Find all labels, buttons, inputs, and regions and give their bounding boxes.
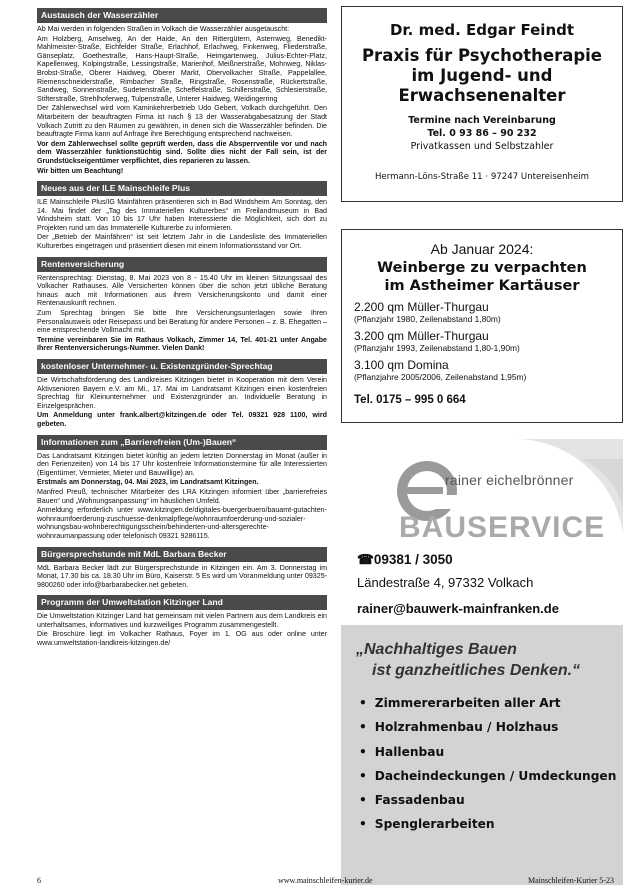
service-item: • Dacheindeckungen / Umdeckungen (359, 768, 617, 783)
section-heading: Austausch der Wasserzähler (37, 8, 327, 23)
news-section (37, 435, 327, 541)
section-paragraph: Manfred Preuß, technischer Mitarbeiter des LRA Kitzingen informiert über „barrierefreies Bauen“ und „Wohnungsanpassung“ im häuslichen Umfeld. (37, 487, 327, 505)
ad-vineyard-intro: Ab Januar 2024: (430, 241, 534, 257)
section-heading: kostenloser Unternehmer- u. Existenzgründer-Sprechtag (37, 359, 327, 374)
ad-appointment: Termine nach Vereinbarung (408, 115, 556, 126)
news-section (37, 8, 327, 175)
section-heading: Bürgersprechstunde mit MdL Barbara Becker (37, 547, 327, 562)
bauservice-quote: „Nachhaltiges Bauen ist ganzheitliches Denken.“ (356, 641, 581, 679)
section-paragraph: Die Wirtschaftsförderung des Landkreises Kitzingen bietet in Kooperation mit dem Verein Aktivsenioren Bayern e.V. am Mi., 17. Mai im Landratsamt Kitzingen einen kostenfreien Sprechtag für Kleinunternehmer und Existenzgründer an. Individuelle Beratung in Einzelgesprächen. (37, 376, 327, 410)
section-paragraph: MdL Barbara Becker lädt zur Bürgersprechstunde in Kitzingen ein. Am 3. Donnerstag im Monat, 17.30 bis ca. 18.30 Uhr im Büro, Kaiserstr. 5 Es wird um Voranmeldung unter 09325-9800260 oder info@barbarabecker.net gebeten. (37, 563, 327, 589)
section-paragraph: Erstmals am Donnerstag, 04. Mai 2023, im Landratsamt Kitzingen. (37, 478, 259, 487)
section-paragraph: Der „Betrieb der Mainfähren“ ist seit letztem Jahr in die Landesliste des Immateriellen Kulturerbes eingetragen und präsentiert diesen mit einem Informationsstand vor Ort. (37, 233, 327, 251)
section-paragraph: Der Zählerwechsel wird vom Kaminkehrerbetrieb Udo Gebert, Volkach durchgeführt. Den Mitarbeitern der beauftragten Firma ist nach § 13 der Wasserabgabesatzung der Stadt Volkach Zutritt zu den Räumen zu gewähren, in denen sich die Wasserzähler befinden. Die beauftragte Firma kann auf Anfrage ihre Berechtigung entsprechend nachweisen. (37, 104, 327, 139)
bauservice-logo-word: BAUSERVICE (399, 511, 606, 544)
bauservice-logo-name: rainer eichelbrönner (445, 472, 574, 488)
bauservice-email: rainer@bauwerk-mainfranken.de (357, 601, 559, 616)
section-paragraph: Am Holzberg, Amselweg, An der Haide, An den Rittergütern, Asternweg, Benedikt-Mahlmeister-Straße, Eichfelder Straße, Erlachhof, Erlachweg, Finkenweg, Fliederstraße, Gänseplatz, Goethestraße, Hans-Haupt-Straße, Heimgartenweg, Julius-Echter-Platz, Kapellenweg, Kolpingstraße, Lessingstraße, Marienhof, Meißnerstraße, Mohnweg, Niklas-Brobst-Straße, Oberer Haidweg, Oberer Markt, Obervolkacher Straße, Pappelallee, Riemenschneiderstraße, Rimbacher Straße, Ringstraße, Rosenstraße, Rückertstraße, Sandweg, Sonnenstraße, Sudetenstraße, Scheffelstraße, Schillerstraße, Schlesierstraße, Stifterstraße, Strehlhoferweg, Tulpenstraße, Unterer Haidweg, Weidingerring (37, 34, 327, 103)
ad-vineyard-phone: Tel. 0175 – 995 0 664 (354, 394, 466, 406)
news-section (37, 359, 327, 429)
footer-issue: Mainschleifen-Kurier 5-23 (528, 876, 614, 885)
section-heading: Informationen zum „Barrierefreien (Um-)Bauen“ (37, 435, 327, 450)
section-paragraph: Rentensprechtag: Dienstag, 8. Mai 2023 von 8 - 15.40 Uhr im kleinen Sitzungssaal des Volkacher Rathauses. Alle Versicherten können über die schon jetzt übliche Beratung hinaus auch mit Informationen aus ihrem Versicherungskonto und damit einer Rentenauskunft rechnen. (37, 273, 327, 308)
ad-psychotherapy (341, 6, 623, 202)
service-item: • Hallenbau (359, 744, 445, 759)
ad-practice-title: Praxis für Psychotherapie im Jugend- und Erwachsenenalter (361, 46, 603, 105)
bauservice-services-panel (341, 625, 623, 885)
footer-url: www.mainschleifen-kurier.de (278, 876, 373, 885)
news-section (37, 181, 327, 251)
section-paragraph: Die Broschüre liegt im Volkacher Rathaus, Foyer im 1. OG aus oder online unter www.umweltstation-landkreis-kitzingen.de/ (37, 630, 327, 648)
news-section (37, 257, 327, 353)
ad-bauservice (341, 439, 623, 885)
ad-vineyard-headline: Weinberge zu verpachten im Astheimer Kartäuser (377, 260, 587, 294)
news-section (37, 595, 327, 647)
bauservice-services-list (359, 691, 616, 837)
phone-icon: ☎ (357, 552, 374, 567)
section-paragraph: Die Umweltstation Kitzinger Land hat gemeinsam mit vielen Partnern aus dem Landkreis ein unterhaltsames, informatives und kurzweiliges Programm zusammengestellt. (37, 612, 327, 629)
section-paragraph: ILE Mainschleife Plus/IG Mainfähren präsentieren sich in Bad Windsheim Am Sonntag, den 14. Mai findet der „Tag des Immateriellen Kulturerbes“ im Freilandmuseum in Bad Windsheim statt. Von 10 bis 17 Uhr haben Interessierte die Möglichkeit, sich dort zu Projekten rund um das Immaterielle Kulturerbe zu informieren. (37, 198, 327, 232)
service-item: • Holzrahmenbau / Holzhaus (359, 720, 559, 735)
ad-phone: Tel. 0 93 86 – 90 232 (427, 128, 537, 139)
vineyard-plot: 3.100 qm Domina (Pflanzjahre 2005/2006, Zeilenabstand 1,95m) (354, 358, 527, 382)
news-section (37, 547, 327, 590)
section-paragraph: Anmeldung erforderlich unter www.kitzingen.de/digitales-buergerbuero/bauamt-gutachten-wohnraumfoerderung-zuschuesse-denkmalpflege/wohnraumfoerderung-und-sozialer-wohnungsbau-wohnberechtigungsschein/behinderten-und-altersgerechte-wohnraumanpassung oder telefonisch 09321 9286115. (37, 506, 327, 540)
vineyard-plot: 3.200 qm Müller-Thurgau (Pflanzjahr 1993, Zeilenabstand 1,80-1,90m) (354, 329, 520, 353)
bauservice-street: Ländestraße 4, 97332 Volkach (357, 575, 534, 590)
service-item: • Spenglerarbeiten (359, 817, 495, 832)
service-item: • Zimmererarbeiten aller Art (359, 696, 561, 710)
section-paragraph: Um Anmeldung unter frank.albert@kitzingen.de oder Tel. 09321 928 1100, wird gebeten. (37, 411, 327, 428)
section-paragraph: Wir bitten um Beachtung! (37, 166, 124, 175)
section-heading: Neues aus der ILE Mainschleife Plus (37, 181, 327, 196)
section-paragraph: Termine vereinbaren Sie im Rathaus Volkach, Zimmer 14, Tel. 401-21 unter Angabe Ihrer Rentenversicherungs-Nummer. Vielen Dank! (37, 335, 327, 353)
section-paragraph: Vor dem Zählerwechsel sollte geprüft werden, dass die Absperrventile vor und nach dem Wasserzähler funktionstüchtig sind. Sollte dies nicht der Fall sein, ist der Grundstückseigentümer verpflichtet, dies reparieren zu lassen. (37, 139, 327, 165)
bauservice-phone: ☎09381 / 3050 (357, 552, 453, 567)
ad-insurance: Privatkassen und Selbstzahler (410, 141, 554, 152)
section-heading: Programm der Umweltstation Kitzinger Land (37, 595, 327, 610)
vineyard-plot: 2.200 qm Müller-Thurgau (Pflanzjahr 1980, Zeilenabstand 1,80m) (354, 300, 501, 324)
section-paragraph: Ab Mai werden in folgenden Straßen in Volkach die Wasserzähler ausgetauscht: (37, 25, 290, 33)
service-item: • Fassadenbau (359, 793, 465, 808)
section-paragraph: Das Landratsamt Kitzingen bietet künftig an jedem letzten Donnerstag im Monat (außer in den Ferienzeiten) von 14 bis 17 Uhr kostenfreie Informationstermine für alle Interessierten (Eigentümer, Vermieter, Mieter und Bauwillige) an. (37, 451, 327, 477)
footer-page-number: 6 (37, 876, 41, 885)
ad-doctor-name: Dr. med. Edgar Feindt (389, 21, 575, 39)
ad-address: Hermann-Löns-Straße 11 · 97247 Untereisenheim (374, 172, 590, 182)
ad-vineyard (341, 229, 623, 423)
news-column (37, 8, 327, 654)
section-heading: Rentenversicherung (37, 257, 327, 272)
section-paragraph: Zum Sprechtag bringen Sie bitte Ihre Versicherungsunterlagen sowie Ihren Personalausweis oder Reisepass und bei Beratung für andere Personen – z. B. Ehegatten – eine entsprechende Vollmacht mit. (37, 309, 327, 335)
